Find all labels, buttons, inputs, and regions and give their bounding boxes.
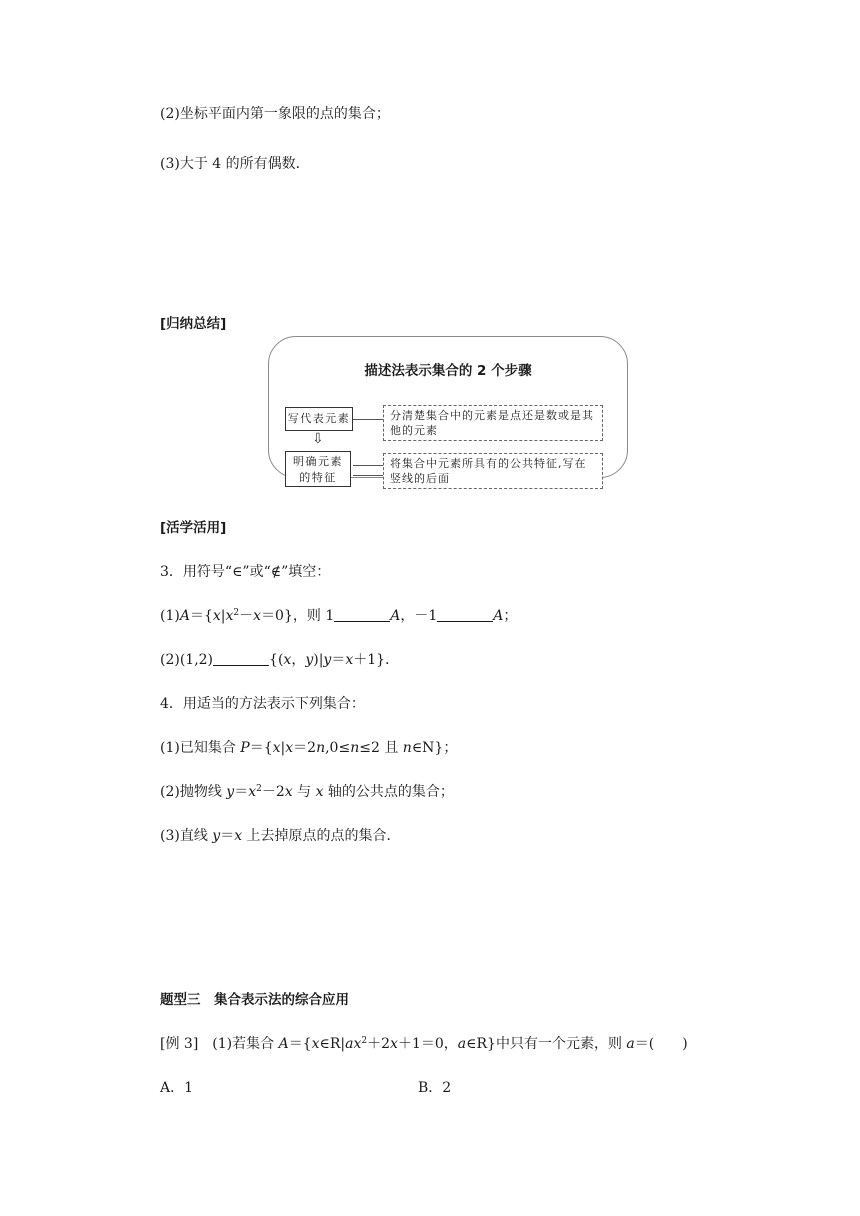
text-fragment: a (626, 1036, 635, 1052)
text-fragment: y (212, 828, 221, 844)
question-4-1 (160, 738, 457, 758)
diagram-title: 描述法表示集合的 2 个步骤 (364, 363, 532, 379)
text-fragment: ≤2 且 (359, 740, 403, 756)
text-fragment: 2 (256, 784, 262, 794)
connector-line (353, 465, 383, 466)
question-3: 3．用符号“∈”或“∉”填空： (160, 564, 331, 580)
text-fragment: (1) (160, 608, 180, 624)
text-fragment: ax (345, 1036, 362, 1052)
text-fragment: ＝( ) (634, 1036, 688, 1052)
text-line: (2)坐标平面内第一象限的点的集合； (160, 106, 390, 122)
text-fragment: x (253, 608, 262, 624)
connector-line (353, 475, 383, 476)
example-3 (160, 1034, 688, 1054)
text-fragment: x (311, 1036, 320, 1052)
question-3-1 (160, 606, 517, 626)
answer-blank[interactable] (213, 651, 269, 666)
text-fragment: n (402, 740, 412, 756)
text-fragment: ＋1＝0， (397, 1036, 458, 1052)
option-a[interactable]: A．1 (160, 1080, 194, 1096)
text-fragment: x (234, 828, 243, 844)
text-fragment: x (390, 1036, 398, 1052)
question-4-2 (160, 782, 454, 802)
text-fragment: )| (313, 652, 324, 668)
arrow-down-icon: ⇩ (312, 431, 324, 447)
text-fragment: n (350, 740, 360, 756)
step2-box (285, 451, 351, 487)
text-fragment: | (280, 740, 286, 756)
text-fragment: A (493, 608, 504, 624)
text-fragment: {( (269, 652, 284, 668)
text-fragment: 与 (292, 784, 316, 800)
text-fragment: 2 (361, 1036, 368, 1046)
text-fragment: ； (503, 608, 518, 624)
question-4-3 (160, 826, 401, 846)
question-3-2 (160, 650, 399, 670)
step1-box (285, 407, 353, 431)
summary-heading: [归纳总结] (160, 316, 227, 332)
text-fragment: － (239, 608, 254, 624)
text-fragment: A (179, 608, 190, 624)
text-fragment: x (272, 740, 281, 756)
text-fragment: －2 (261, 784, 285, 800)
connector-line (353, 419, 383, 420)
text-fragment: 2 (233, 608, 240, 618)
question-4: 4．用适当的方法表示下列集合： (160, 696, 365, 712)
text-fragment: 轴的公共点的集合； (323, 784, 454, 800)
text-fragment: ＝ (331, 652, 346, 668)
text-fragment: ∈R| (319, 1036, 346, 1052)
text-fragment: ＝ (220, 828, 235, 844)
text-fragment: (3)直线 (160, 828, 213, 844)
text-fragment: y (305, 652, 314, 668)
text-fragment: ,0≤ (325, 740, 351, 756)
summary-diagram (268, 336, 628, 485)
text-fragment: ＝{ (189, 608, 213, 624)
text-fragment: n (316, 740, 326, 756)
text-fragment: x (315, 784, 324, 800)
text-fragment: ＝2 (293, 740, 317, 756)
step2-desc: 将集合中元素所具有的公共特征,写在竖线的后面 (390, 457, 587, 485)
text-fragment: x (225, 608, 234, 624)
text-fragment: [例 3] (1)若集合 (160, 1036, 279, 1052)
step1-desc-box (383, 405, 603, 441)
text-fragment: y (323, 652, 332, 668)
answer-blank[interactable] (334, 607, 390, 622)
text-fragment: ∈N}； (411, 740, 458, 756)
text-fragment: ＝{ (249, 740, 273, 756)
text-fragment: x (285, 740, 294, 756)
step2-label: 明确元素的特征 (293, 455, 343, 484)
step2-desc-box (383, 453, 603, 489)
text-fragment: ∈R}中只有一个元素，则 (466, 1036, 627, 1052)
text-fragment: ＝ (234, 784, 249, 800)
step1-label: 写代表元素 (287, 412, 351, 425)
text-fragment: x (212, 608, 221, 624)
practice-heading: [活学活用] (160, 520, 227, 536)
text-fragment: A (390, 608, 401, 624)
text-fragment: | (220, 608, 226, 624)
text-fragment: (2)(1,2) (160, 652, 214, 668)
text-line: (3)大于 4 的所有偶数． (160, 156, 310, 172)
text-fragment: x (283, 652, 292, 668)
text-fragment: (2)抛物线 (160, 784, 227, 800)
option-b[interactable]: B．2 (418, 1080, 452, 1096)
text-fragment: ＝0}，则 1 (261, 608, 335, 624)
text-fragment: a (457, 1036, 467, 1052)
text-fragment: ＋1}． (353, 652, 400, 668)
step1-desc: 分清楚集合中的元素是点还是数或是其他的元素 (390, 409, 594, 437)
text-fragment: x (248, 784, 257, 800)
text-fragment: y (226, 784, 235, 800)
text-fragment: x (284, 784, 293, 800)
text-fragment: A (278, 1036, 289, 1052)
text-fragment: P (240, 740, 250, 756)
text-fragment: ＝{ (288, 1036, 312, 1052)
text-fragment: x (345, 652, 354, 668)
text-fragment: ＋2 (367, 1036, 391, 1052)
text-fragment: ，－1 (400, 608, 438, 624)
text-fragment: ， (291, 652, 306, 668)
section-heading: 题型三 集合表示法的综合应用 (160, 992, 349, 1008)
text-fragment: (1)已知集合 (160, 740, 241, 756)
text-fragment: 上去掉原点的点的集合． (242, 828, 401, 844)
answer-blank[interactable] (437, 607, 493, 622)
